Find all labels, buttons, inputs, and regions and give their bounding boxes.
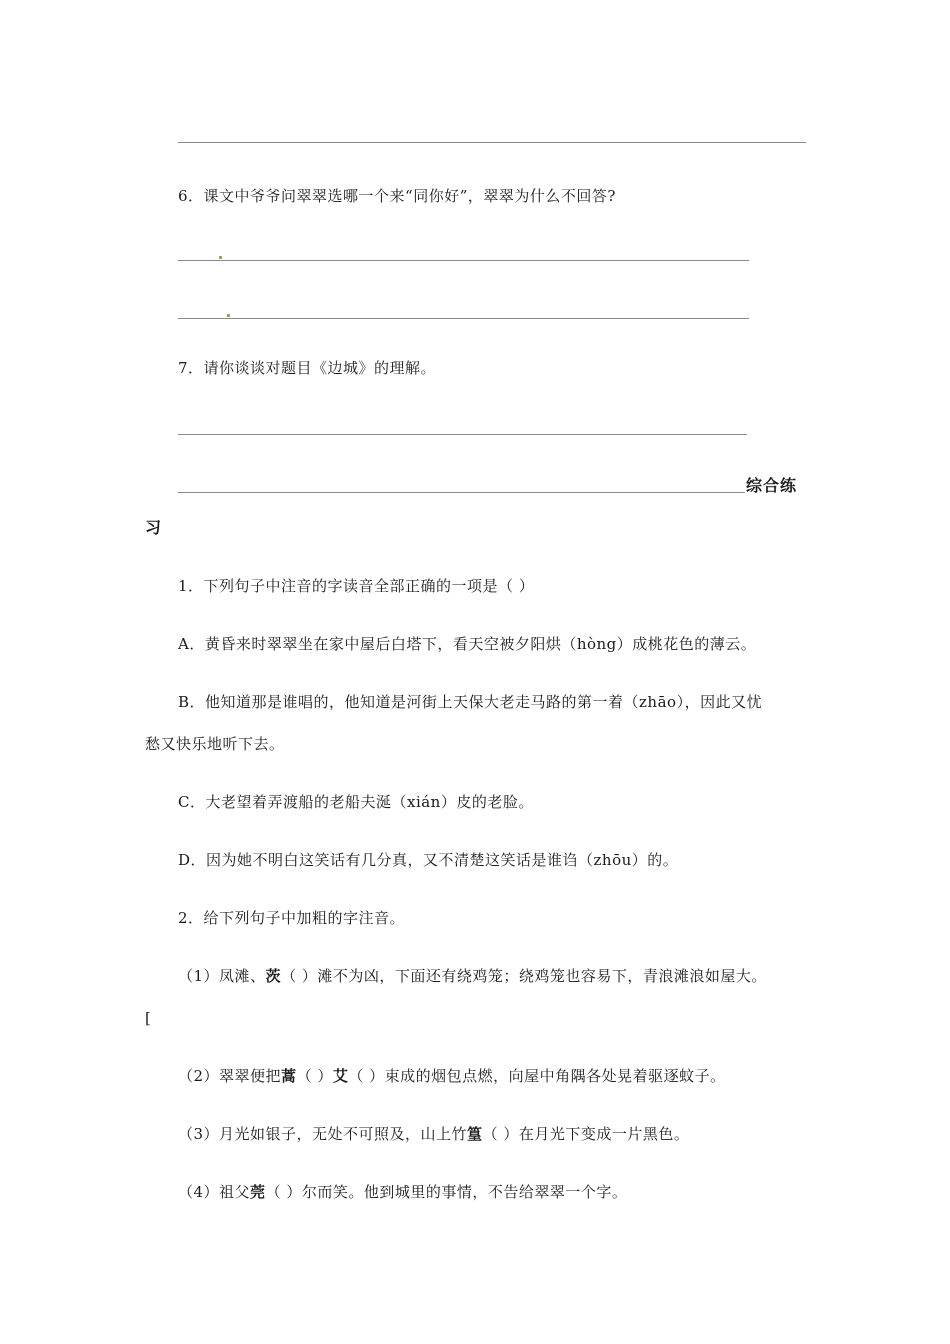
sentence-4-post: （ ）尔而笑。他到城里的事情，不告给翠翠一个字。 — [265, 1183, 628, 1201]
sentence-2-mid: （ ） — [296, 1067, 333, 1085]
edit-mark — [219, 256, 222, 259]
sentence-2-post: （ ）束成的烟包点燃，向屋中角隅各处晃着驱逐蚊子。 — [348, 1067, 726, 1085]
answer-line-q6-2 — [178, 318, 749, 319]
option-b-line1: B．他知道那是谁唱的，他知道是河街上天保大老走马路的第一着（zhāo），因此又忧 — [178, 693, 763, 711]
option-a: A．黄昏来时翠翠坐在家中屋后白塔下，看天空被夕阳烘（hòng）成桃花色的薄云。 — [178, 635, 757, 653]
exercise-2-stem: 2．给下列句子中加粗的字注音。 — [178, 909, 406, 927]
sentence-3 — [178, 1124, 689, 1144]
sentence-3-pre: （3）月光如银子，无处不可照及，山上竹 — [178, 1125, 468, 1143]
sentence-4 — [178, 1182, 627, 1202]
exercise-1-stem: 1．下列句子中注音的字读音全部正确的一项是（ ） — [178, 577, 535, 595]
section-title: 综合练 — [746, 476, 798, 495]
sentence-1 — [178, 966, 767, 986]
answer-line-prev — [178, 142, 806, 143]
question-7: 7．请你谈谈对题目《边城》的理解。 — [178, 359, 437, 377]
sentence-2-pre: （2）翠翠便把 — [178, 1067, 282, 1085]
sentence-1-pre: （1）凤滩、 — [178, 967, 266, 985]
bold-char: 艾 — [332, 1067, 349, 1085]
option-c: C．大老望着弄渡船的老船夫涎（xián）皮的老脸。 — [178, 793, 534, 811]
answer-line-q7-2 — [178, 492, 745, 493]
section-title-continued: 习 — [145, 518, 162, 537]
option-b-line2: 愁又快乐地听下去。 — [145, 735, 285, 753]
bold-char: 蒿 — [281, 1067, 297, 1085]
question-6: 6．课文中爷爷问翠翠选哪一个来“同你好”，翠翠为什么不回答? — [178, 187, 616, 205]
bold-char: 茨 — [265, 967, 282, 985]
edit-mark — [227, 314, 230, 317]
answer-line-q6-1 — [178, 260, 749, 261]
option-d: D．因为她不明白这笑话有几分真，又不清楚这笑话是谁诌（zhōu）的。 — [178, 851, 679, 869]
stray-bracket: [ — [145, 1009, 152, 1027]
sentence-1-post: （ ）滩不为凶，下面还有绕鸡笼；绕鸡笼也容易下，青浪滩浪如屋大。 — [281, 967, 767, 985]
answer-line-q7-1 — [178, 434, 747, 435]
sentence-4-pre: （4）祖父 — [178, 1183, 251, 1201]
sentence-2 — [178, 1066, 726, 1086]
sentence-3-post: （ ）在月光下变成一片黑色。 — [482, 1125, 690, 1143]
bold-char: 莞 — [250, 1183, 266, 1201]
bold-char: 篁 — [467, 1125, 483, 1143]
